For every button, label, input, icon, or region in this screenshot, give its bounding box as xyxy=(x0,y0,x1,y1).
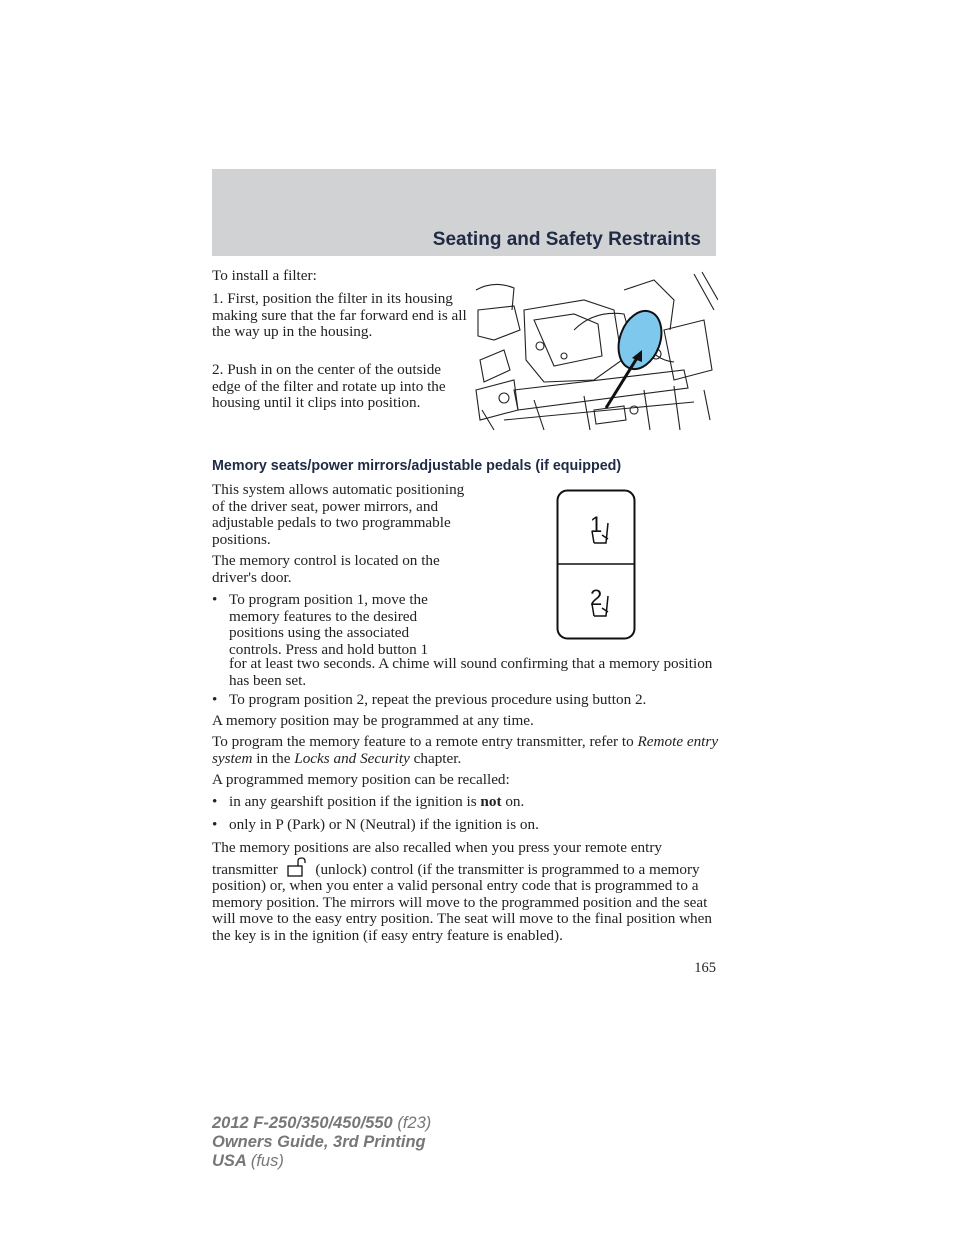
recall-gearshift-end: on. xyxy=(505,793,525,810)
footer-market-code: (fus) xyxy=(250,1152,284,1170)
bullet-recall-gearshift: • in any gearshift position if the ignition is not on. xyxy=(212,793,525,810)
install-step-2: 2. Push in on the center of the outside edge of the filter and rotate up into the housing until it clips into position. xyxy=(212,361,446,411)
bullet-recall-park: • only in P (Park) or N (Neutral) if the ignition is on. xyxy=(212,817,722,834)
bullet-program-1: • To program position 1, move the memory features to the desired positions using the associated controls. Press and hold button 1 xyxy=(212,592,457,658)
locks-security-reference: Locks and Security xyxy=(294,749,410,767)
footer-model-code: (f23) xyxy=(397,1114,432,1132)
bullet-program-1-cont: for at least two seconds. A chime will sound confirming that a memory position has been set. xyxy=(229,655,713,689)
memory-button-1-label: 1 xyxy=(590,512,603,537)
cabin-filter-illustration xyxy=(474,270,718,438)
remote-entry-text-end: chapter. xyxy=(413,749,462,767)
page-number: 165 xyxy=(694,960,716,976)
bullet-program-2: • To program position 2, repeat the previous procedure using button 2. xyxy=(212,692,722,709)
memory-location: The memory control is located on the driver's door. xyxy=(212,552,440,586)
section-title: Seating and Safety Restraints xyxy=(432,229,701,250)
memory-button-2-label: 2 xyxy=(590,585,603,610)
install-step-1: 1. First, position the filter in its housing making sure that the far forward end is all the way up in the housing. xyxy=(212,290,467,340)
bullet-program-1-text: To program position 1, move the memory features to the desired positions using the associated controls. Press and hold button 1 xyxy=(229,591,429,658)
section-header-band xyxy=(212,169,716,256)
recall-gearshift-text: in any gearshift position if the ignition is xyxy=(229,793,477,810)
memory-intro: This system allows automatic positioning of the driver seat, power mirrors, and adjustable pedals to two programmable positions. xyxy=(212,481,465,548)
remote-entry-paragraph xyxy=(212,734,722,767)
recall-transmitter-text-b: (unlock) control (if the transmitter is programmed to a memory position) or, when you enter a valid personal entry code that is programmed to a memory position. The mirrors will move to the programmed position and the seat will move to the easy entry position. The seat will move to the final position when the key is in the ignition (if easy entry feature is enabled). xyxy=(212,860,712,944)
memory-seats-heading: Memory seats/power mirrors/adjustable pedals (if equipped) xyxy=(212,458,622,474)
footer-guide: Owners Guide, 3rd Printing xyxy=(212,1133,426,1151)
recall-transmitter-text-a: The memory positions are also recalled when you press your remote entry transmitter xyxy=(212,839,663,878)
install-intro: To install a filter: xyxy=(212,267,317,284)
remote-entry-text-mid: in the xyxy=(256,749,291,767)
bullet-program-2-text: To program position 2, repeat the previous procedure using button 2. xyxy=(229,691,647,708)
memory-anytime: A memory position may be programmed at any time. xyxy=(212,712,534,729)
remote-entry-reference: Remote entry system xyxy=(212,733,719,767)
document-footer xyxy=(212,1114,431,1171)
footer-market: USA xyxy=(212,1152,247,1170)
recall-transmitter-paragraph xyxy=(212,840,724,944)
remote-entry-text-a: To program the memory feature to a remote entry transmitter, refer to xyxy=(212,733,634,750)
footer-model: 2012 F-250/350/450/550 xyxy=(212,1114,393,1132)
memory-switch-illustration xyxy=(556,489,636,640)
recall-park-text: only in P (Park) or N (Neutral) if the ignition is on. xyxy=(229,816,539,833)
recall-intro: A programmed memory position can be recalled: xyxy=(212,771,510,788)
recall-not-emphasis: not xyxy=(480,793,502,810)
unlock-icon xyxy=(286,857,308,877)
